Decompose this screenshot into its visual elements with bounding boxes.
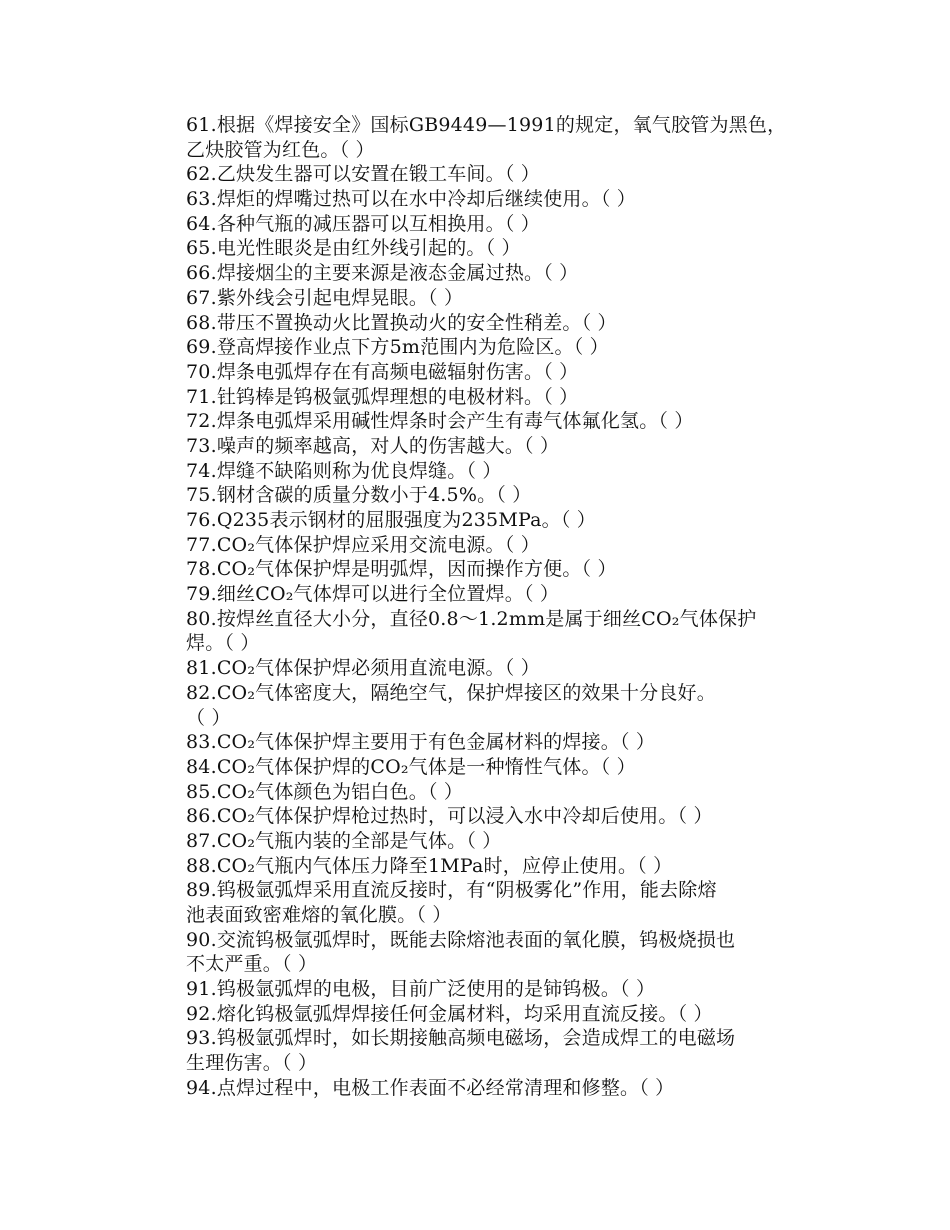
text-line: 92.熔化钨极氩弧焊焊接任何金属材料，均采用直流反接。（ ）	[186, 1002, 713, 1025]
text-line: 72.焊条电弧焊采用碱性焊条时会产生有毒气体氟化氢。（ ）	[186, 410, 694, 433]
text-line: 生理伤害。（ ）	[186, 1052, 318, 1075]
text-line: 84.CO₂气体保护焊的CO₂气体是一种惰性气体。（ ）	[186, 755, 636, 778]
text-line: 68.带压不置换动火比置换动火的安全性稍差。（ ）	[186, 311, 617, 334]
text-line: 66.焊接烟尘的主要来源是液态金属过热。（ ）	[186, 262, 579, 285]
text-line: 65.电光性眼炎是由红外线引起的。（ ）	[186, 237, 521, 260]
text-line: 池表面致密难熔的氧化膜。（ ）	[186, 904, 452, 926]
text-line: 71.钍钨棒是钨极氩弧焊理想的电极材料。（ ）	[186, 385, 579, 408]
text-line: 78.CO₂气体保护焊是明弧焊，因而操作方便。（ ）	[186, 558, 617, 581]
text-line: 74.焊缝不缺陷则称为优良焊缝。（ ）	[186, 459, 502, 482]
text-line: 焊。（ ）	[186, 632, 260, 655]
text-line: 87.CO₂气瓶内装的全部是气体。（ ）	[186, 829, 502, 852]
text-line: 94.点焊过程中，电极工作表面不必经常清理和修整。（ ）	[186, 1076, 675, 1099]
text-line: 86.CO₂气体保护焊枪过热时，可以浸入水中冷却后使用。（ ）	[186, 805, 713, 828]
text-line: 83.CO₂气体保护焊主要用于有色金属材料的焊接。（ ）	[186, 731, 656, 754]
text-line: 80.按焊丝直径大小分，直径0.8～1.2mm是属于细丝CO₂气体保护	[186, 607, 757, 630]
text-line: 76.Q235表示钢材的屈服强度为235MPa。（ ）	[186, 509, 596, 531]
text-line: 81.CO₂气体保护焊必须用直流电源。（ ）	[186, 657, 540, 680]
text-line: 63.焊炬的焊嘴过热可以在水中冷却后继续使用。（ ）	[186, 188, 636, 211]
text-line: 89.钨极氩弧焊采用直流反接时，有“阴极雾化”作用，能去除熔	[186, 879, 717, 902]
text-line: 85.CO₂气体颜色为铝白色。（ ）	[186, 780, 464, 803]
text-line: 77.CO₂气体保护焊应采用交流电源。（ ）	[186, 533, 540, 556]
text-line: 93.钨极氩弧焊时，如长期接触高频电磁场，会造成焊工的电磁场	[186, 1027, 736, 1050]
text-line: 75.钢材含碳的质量分数小于4.5%。（ ）	[186, 484, 532, 507]
text-line: 73.噪声的频率越高，对人的伤害越大。（ ）	[186, 434, 560, 457]
text-line: 88.CO₂气瓶内气体压力降至1MPa时，应停止使用。（ ）	[186, 854, 673, 877]
text-line: 62.乙炔发生器可以安置在锻工车间。（ ）	[186, 163, 540, 186]
text-line: 79.细丝CO₂气体焊可以进行全位置焊。（ ）	[186, 583, 560, 606]
text-line: 82.CO₂气体密度大，隔绝空气，保护焊接区的效果十分良好。	[186, 681, 716, 704]
text-line: 61.根据《焊接安全》国标GB9449—1991的规定，氧气胶管为黑色，	[186, 114, 787, 136]
text-line: 91.钨极氩弧焊的电极，目前广泛使用的是铈钨极。（ ）	[186, 978, 656, 1001]
text-line: 64.各种气瓶的减压器可以互相换用。（ ）	[186, 212, 540, 235]
text-line: 70.焊条电弧焊存在有高频电磁辐射伤害。（ ）	[186, 360, 579, 383]
text-line: 90.交流钨极氩弧焊时，既能去除熔池表面的氧化膜，钨极烧损也	[186, 928, 736, 951]
text-line: 不太严重。（ ）	[186, 953, 318, 976]
text-line: （ ）	[186, 706, 231, 729]
document-page	[186, 113, 826, 1101]
text-line: 67.紫外线会引起电焊晃眼。（ ）	[186, 286, 464, 309]
text-line: 69.登高焊接作业点下方5m范围内为危险区。（ ）	[186, 336, 609, 359]
text-line: 乙炔胶管为红色。（ ）	[186, 138, 375, 161]
